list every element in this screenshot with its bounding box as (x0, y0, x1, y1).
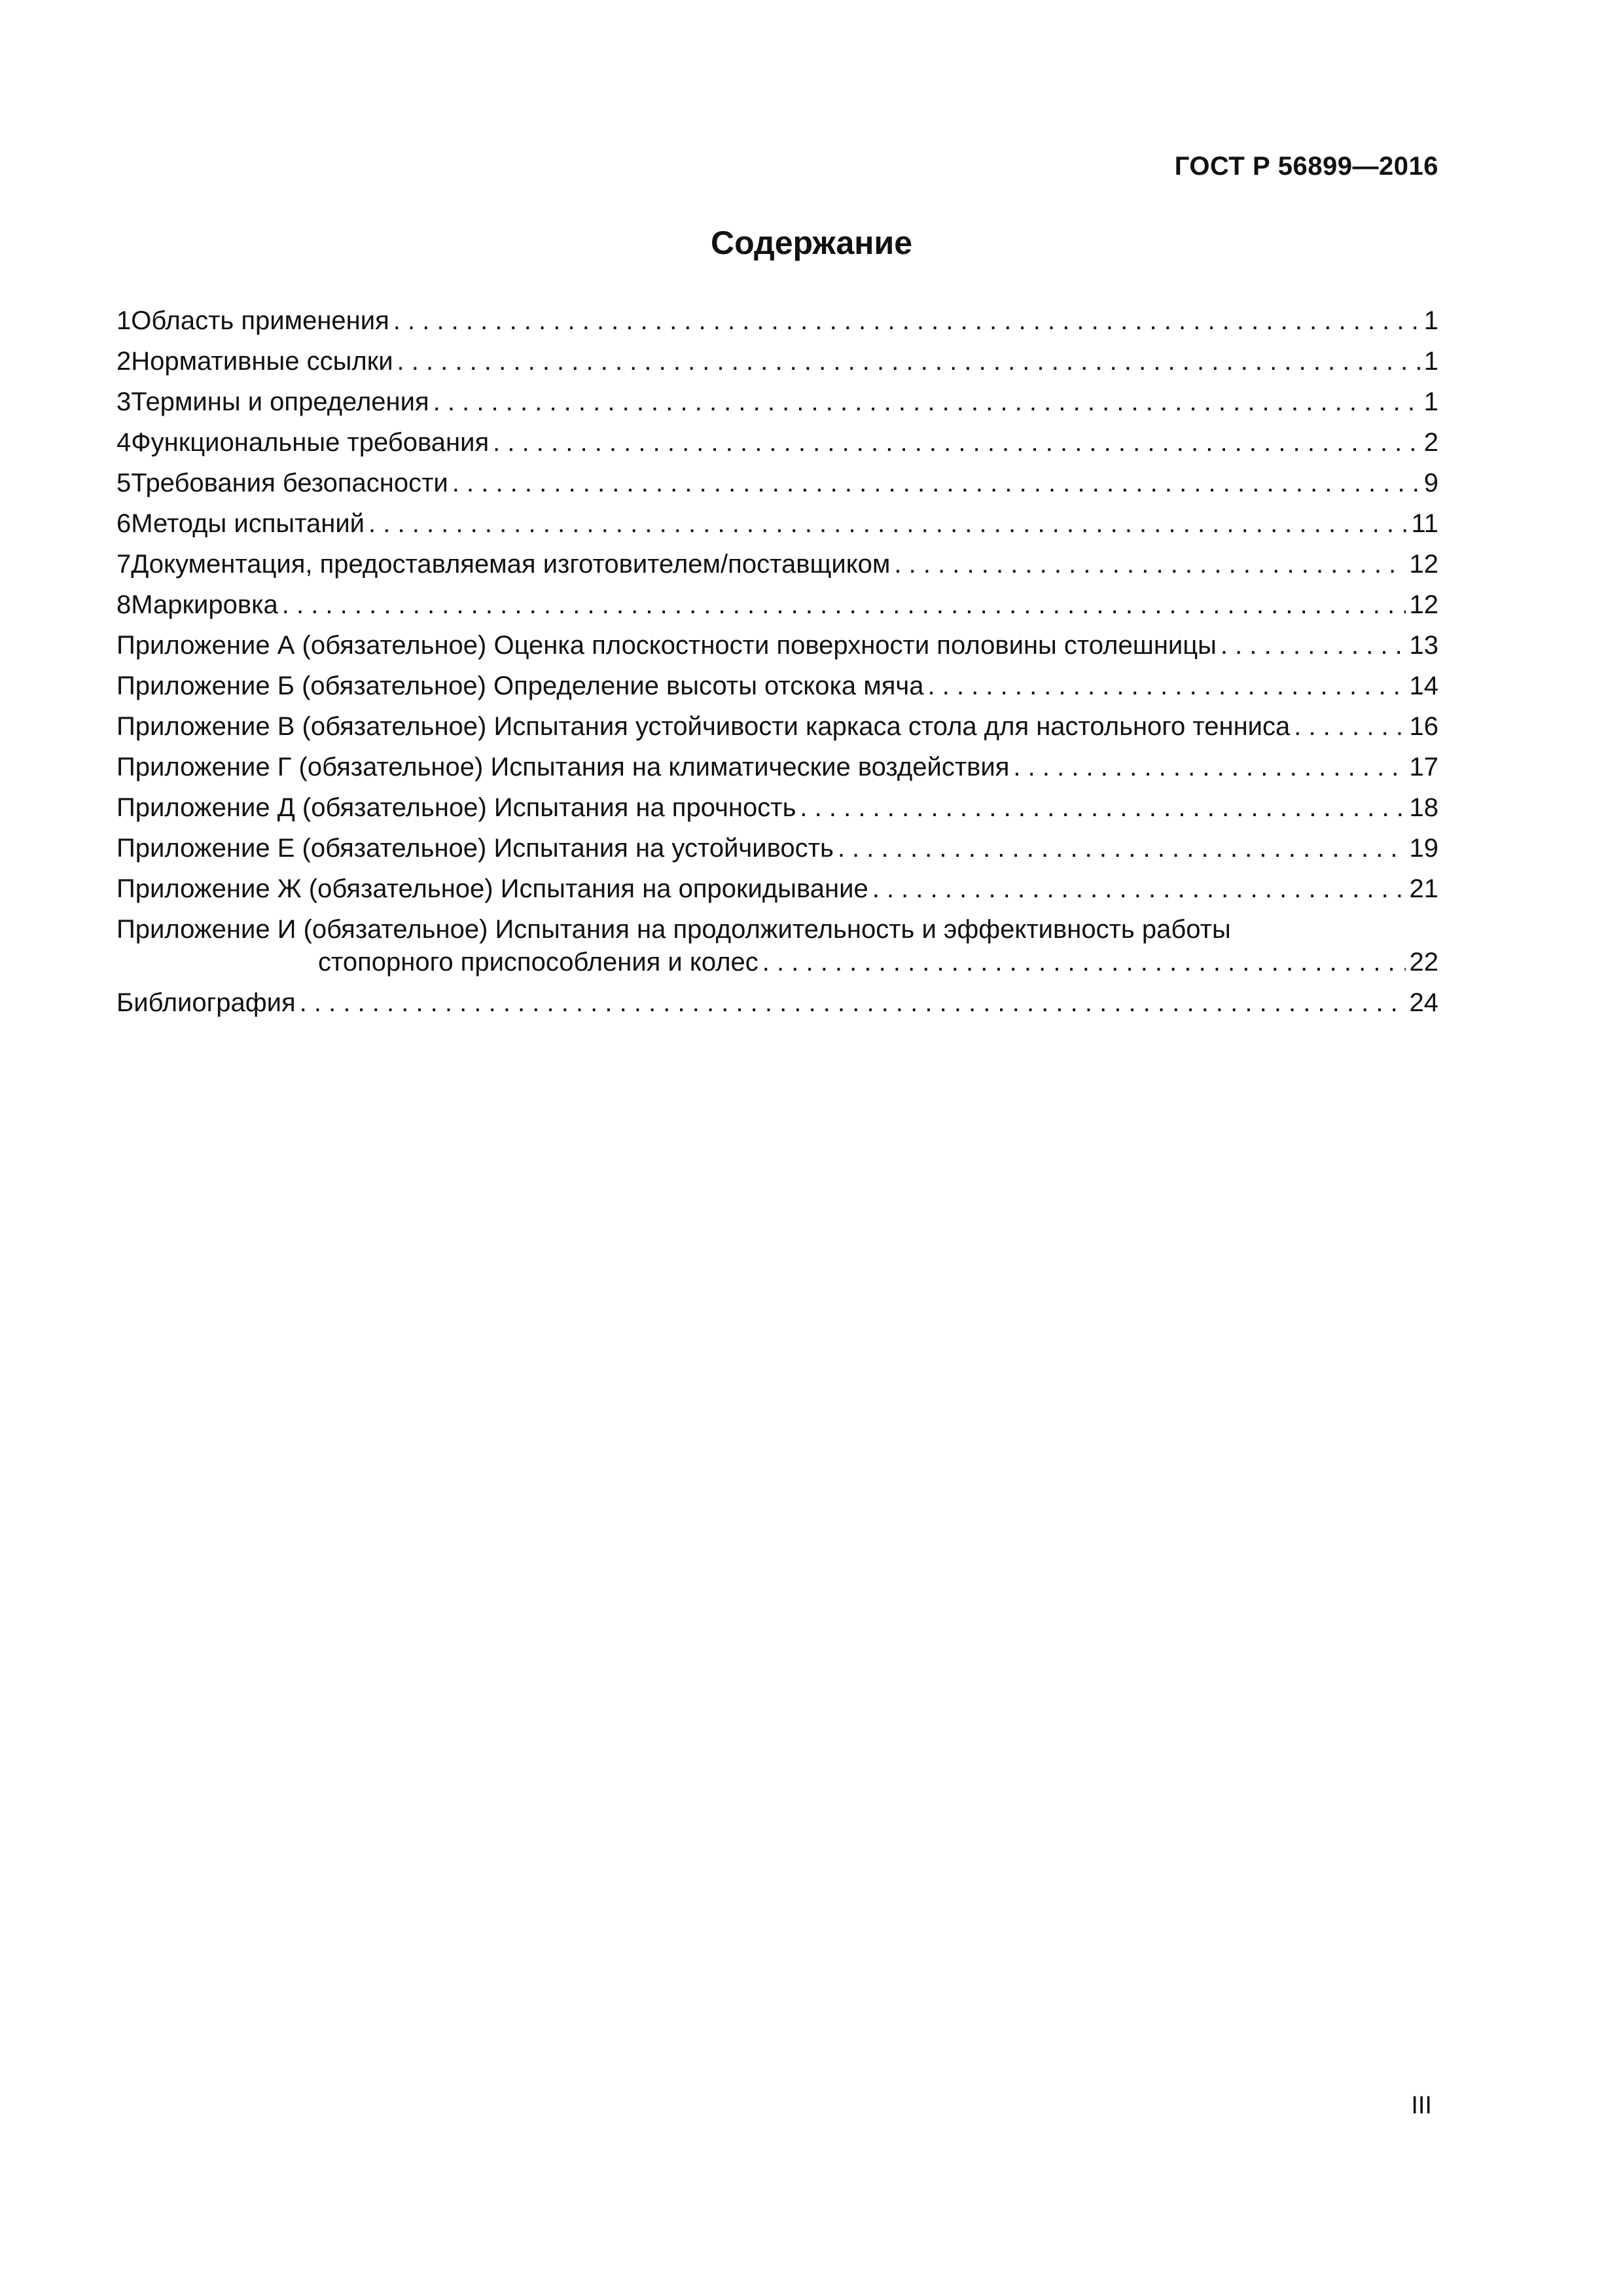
toc-appendix-entry-multiline[interactable] (116, 905, 1438, 978)
toc-entry-page: 1 (1423, 387, 1438, 416)
toc-bibliography-entry[interactable] (116, 978, 1438, 1018)
toc-entry-number: 2 (116, 347, 132, 376)
dot-leader (452, 467, 1420, 499)
toc-entry-label: Методы испытаний (131, 509, 365, 538)
toc-entry[interactable] (116, 336, 1438, 377)
toc-entry-page: 18 (1409, 793, 1438, 822)
toc-entry[interactable] (116, 458, 1438, 499)
toc-entry-label: Библиография (116, 988, 296, 1017)
toc-entry-label: Приложение В (обязательное) Испытания устойчивости каркаса стола для настольного тенниса (116, 712, 1291, 741)
toc-entry-page: 22 (1409, 948, 1438, 977)
dot-leader (300, 987, 1406, 1018)
dot-leader (1221, 630, 1406, 661)
toc-entry-label: Приложение Ж (обязательное) Испытания на опрокидывание (116, 874, 868, 903)
toc-entry-label-line2: стопорного приспособления и колес (318, 948, 758, 977)
dot-leader (838, 833, 1406, 864)
toc-entry-number: 3 (116, 387, 132, 416)
toc-entry-page: 24 (1409, 988, 1438, 1017)
toc-entry[interactable] (116, 580, 1438, 620)
dot-leader (872, 873, 1406, 905)
toc-entry-page: 21 (1409, 874, 1438, 903)
toc-entry[interactable] (116, 499, 1438, 539)
toc-entry-label: Приложение Е (обязательное) Испытания на устойчивость (116, 834, 834, 863)
toc-appendix-entry[interactable] (116, 742, 1438, 783)
dot-leader (894, 548, 1405, 580)
toc-entry-page: 11 (1411, 509, 1438, 538)
toc-entry-label: Документация, предоставляемая изготовителем/поставщиком (131, 550, 891, 579)
dot-leader (1294, 711, 1405, 742)
toc-entry[interactable] (116, 418, 1438, 458)
toc-entry-page: 16 (1409, 712, 1438, 741)
toc-entry-page: 1 (1423, 347, 1438, 376)
toc-entry-label: Приложение А (обязательное) Оценка плоскостности поверхности половины столешницы (116, 631, 1217, 660)
page-number: III (1411, 2092, 1432, 2119)
toc-entry-label: Нормативные ссылки (131, 347, 393, 376)
toc-entry-label: Требования безопасности (131, 469, 448, 497)
toc-appendix-entry[interactable] (116, 864, 1438, 905)
dot-leader (927, 670, 1405, 702)
toc-entry-number: 7 (116, 550, 132, 579)
toc-title: Содержание (710, 224, 913, 261)
dot-leader (800, 792, 1405, 823)
dot-leader (762, 946, 1406, 978)
toc-entry-label: Маркировка (131, 590, 278, 619)
toc-entry[interactable] (116, 296, 1438, 336)
toc-entry[interactable] (116, 539, 1438, 580)
dot-leader (1013, 751, 1405, 783)
toc-entry-page: 12 (1409, 590, 1438, 619)
toc-entry-label: Приложение Г (обязательное) Испытания на климатические воздействия (116, 753, 1010, 781)
toc-entry-number: 5 (116, 469, 132, 497)
toc-entry-label: Приложение Д (обязательное) Испытания на прочность (116, 793, 796, 822)
toc-entry-page: 19 (1409, 834, 1438, 863)
toc-entry-number: 8 (116, 590, 132, 619)
dot-leader (393, 305, 1420, 336)
toc-entry-page: 17 (1409, 753, 1438, 781)
toc-entry-number: 4 (116, 428, 132, 457)
toc-entry-page: 14 (1409, 672, 1438, 700)
toc-entry-label-line1: Приложение И (обязательное) Испытания на продолжительность и эффективность работы (116, 915, 1231, 944)
toc-entry[interactable] (116, 377, 1438, 418)
toc-entry-page: 13 (1409, 631, 1438, 660)
toc-entry-label: Функциональные требования (131, 428, 490, 457)
toc-entry-number: 6 (116, 509, 132, 538)
toc-appendix-entry[interactable] (116, 823, 1438, 864)
toc-appendix-entry[interactable] (116, 661, 1438, 702)
toc-appendix-entry[interactable] (116, 620, 1438, 661)
toc-entry-page: 12 (1409, 550, 1438, 579)
table-of-contents (116, 296, 1438, 1018)
toc-entry-label: Термины и определения (131, 387, 429, 416)
document-code: ГОСТ Р 56899—2016 (1174, 152, 1438, 181)
toc-entry-page: 1 (1423, 306, 1438, 335)
dot-leader (433, 386, 1420, 418)
toc-appendix-entry[interactable] (116, 702, 1438, 742)
toc-entry-label: Область применения (131, 306, 389, 335)
dot-leader (397, 346, 1420, 377)
toc-entry-number: 1 (116, 306, 132, 335)
toc-entry-page: 2 (1423, 428, 1438, 457)
toc-appendix-entry[interactable] (116, 783, 1438, 823)
dot-leader (282, 589, 1406, 620)
toc-entry-label: Приложение Б (обязательное) Определение высоты отскока мяча (116, 672, 924, 700)
dot-leader (493, 427, 1420, 458)
toc-entry-page: 9 (1423, 469, 1438, 497)
dot-leader (368, 508, 1407, 539)
